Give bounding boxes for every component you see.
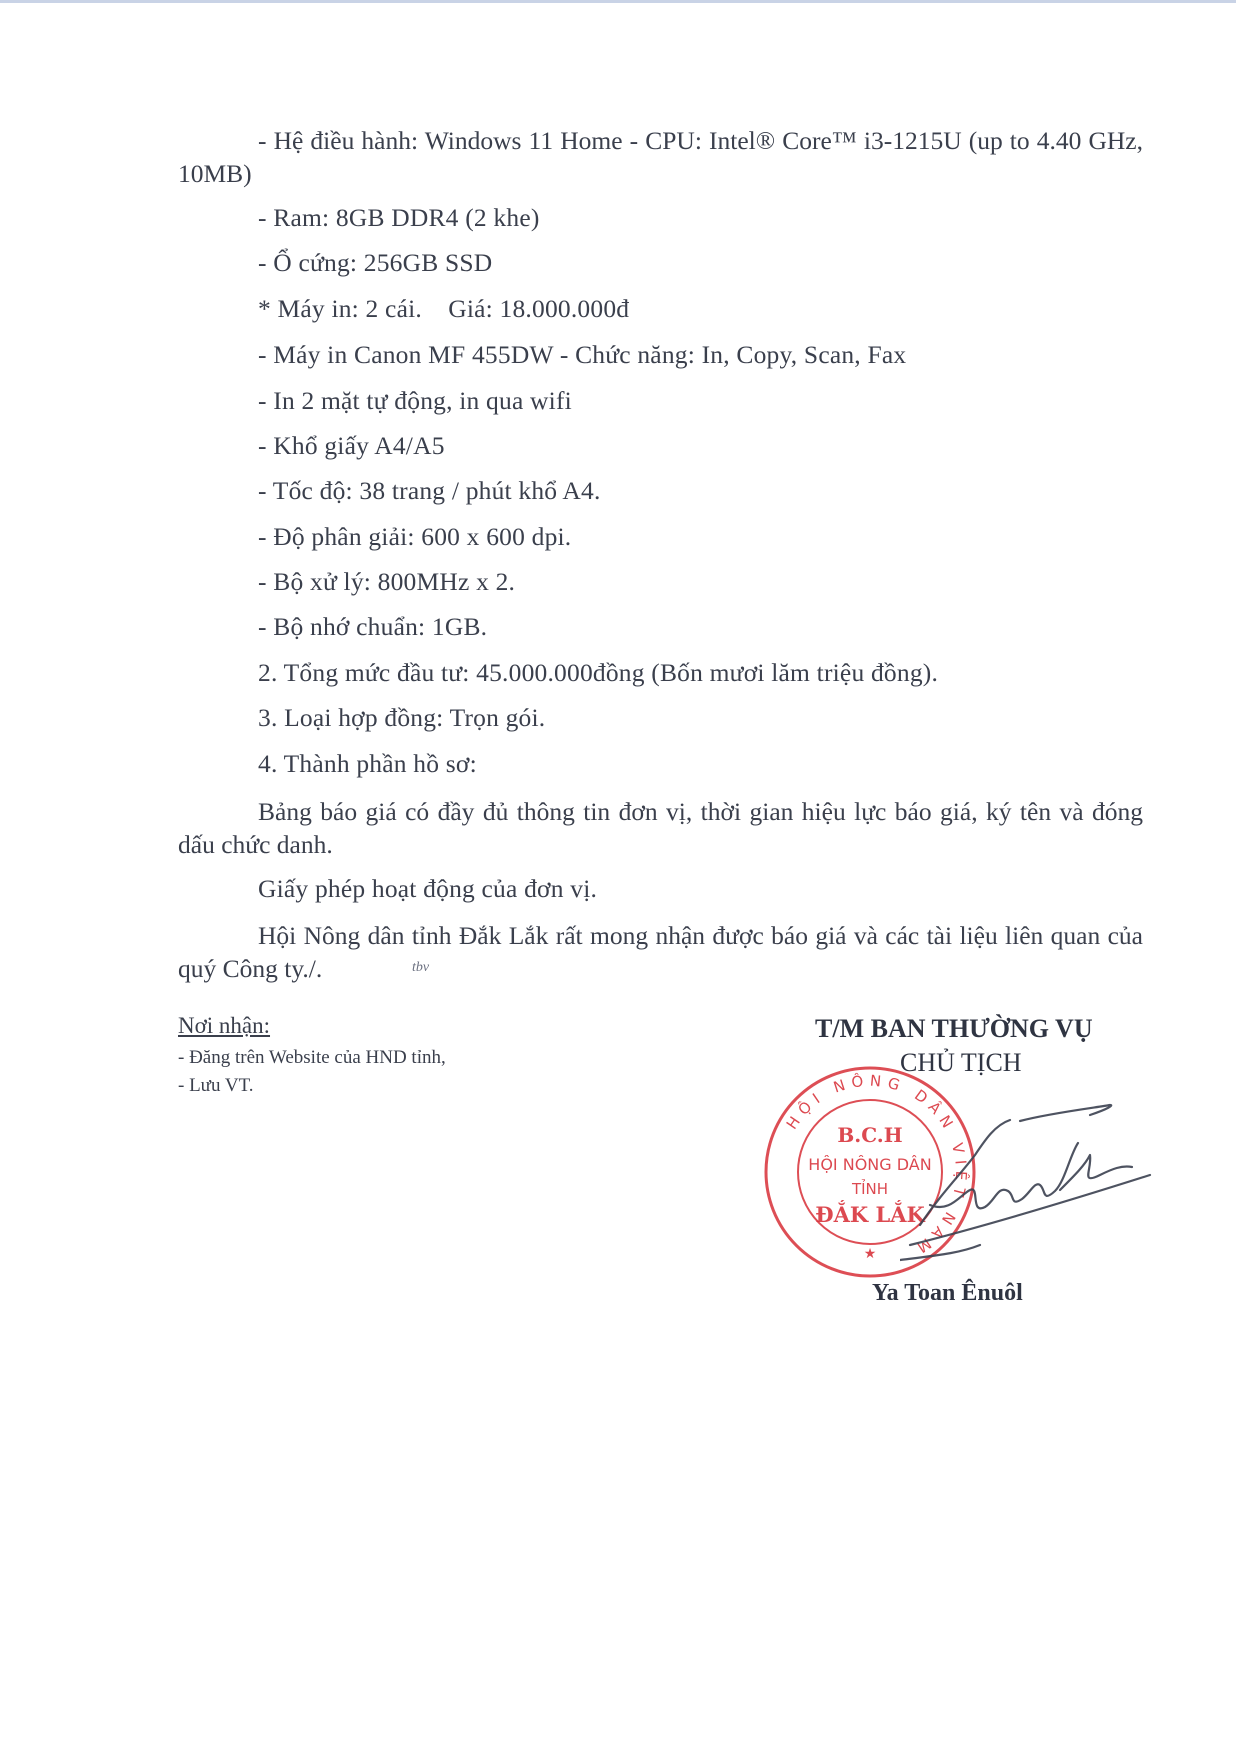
spec-disk: - Ổ cứng: 256GB SSD	[258, 248, 493, 277]
printer-model: - Máy in Canon MF 455DW - Chức năng: In, Copy, Scan, Fax	[258, 340, 907, 369]
printer-duplex: - In 2 mặt tự động, in qua wifi	[258, 386, 572, 415]
handwritten-signature	[900, 1095, 1170, 1265]
printer-resolution: - Độ phân giải: 600 x 600 dpi.	[258, 522, 572, 551]
printer-price: * Máy in: 2 cái. Giá: 18.000.000đ	[258, 294, 630, 323]
stamp-line-bch: B.C.H	[837, 1123, 903, 1147]
license-requirement: Giấy phép hoạt động của đơn vị.	[258, 874, 598, 903]
stamp-line-province: ĐẮK LẮK	[815, 1202, 925, 1227]
printer-processor: - Bộ xử lý: 800MHz x 2.	[258, 567, 516, 596]
total-investment: 2. Tổng mức đầu tư: 45.000.000đồng (Bốn mươi lăm triệu đồng).	[258, 658, 939, 687]
contract-type: 3. Loại hợp đồng: Trọn gói.	[258, 703, 546, 732]
recipient-item: - Đăng trên Website của HND tỉnh,	[178, 1047, 446, 1068]
dossier-components-heading: 4. Thành phần hồ sơ:	[258, 749, 477, 778]
printer-paper-size: - Khổ giấy A4/A5	[258, 431, 445, 460]
stamp-line-org: HỘI NÔNG DÂN	[808, 1155, 932, 1174]
stamp-star-icon: ★	[863, 1246, 877, 1262]
signature-role: CHỦ TỊCH	[900, 1048, 1022, 1077]
printer-memory: - Bộ nhớ chuẩn: 1GB.	[258, 612, 488, 641]
recipient-item: - Lưu VT.	[178, 1075, 254, 1096]
stamp-line-province-label: TỈNH	[851, 1180, 889, 1198]
signature-on-behalf: T/M BAN THƯỜNG VỤ	[815, 1014, 1093, 1043]
spec-ram: - Ram: 8GB DDR4 (2 khe)	[258, 203, 540, 232]
closing-paragraph: Hội Nông dân tỉnh Đắk Lắk rất mong nhận được báo giá và các tài liệu liên quan của quý Công ty./.	[178, 921, 1143, 983]
stamp-ring-text: HỘI NÔNG DÂN VIỆT NAM	[782, 1071, 971, 1260]
quote-requirement: Bảng báo giá có đầy đủ thông tin đơn vị, thời gian hiệu lực báo giá, ký tên và đóng dấu chức danh.	[178, 797, 1143, 859]
recipients-heading: Nơi nhận:	[178, 1013, 271, 1038]
signer-name: Ya Toan Ênuôl	[872, 1280, 1023, 1306]
handwritten-initials: tbv	[412, 960, 430, 975]
printer-speed: - Tốc độ: 38 trang / phút khổ A4.	[258, 476, 601, 505]
os-cpu-spec: - Hệ điều hành: Windows 11 Home - CPU: Intel® Core™ i3-1215U (up to 4.40 GHz, 10MB)	[178, 126, 1143, 188]
